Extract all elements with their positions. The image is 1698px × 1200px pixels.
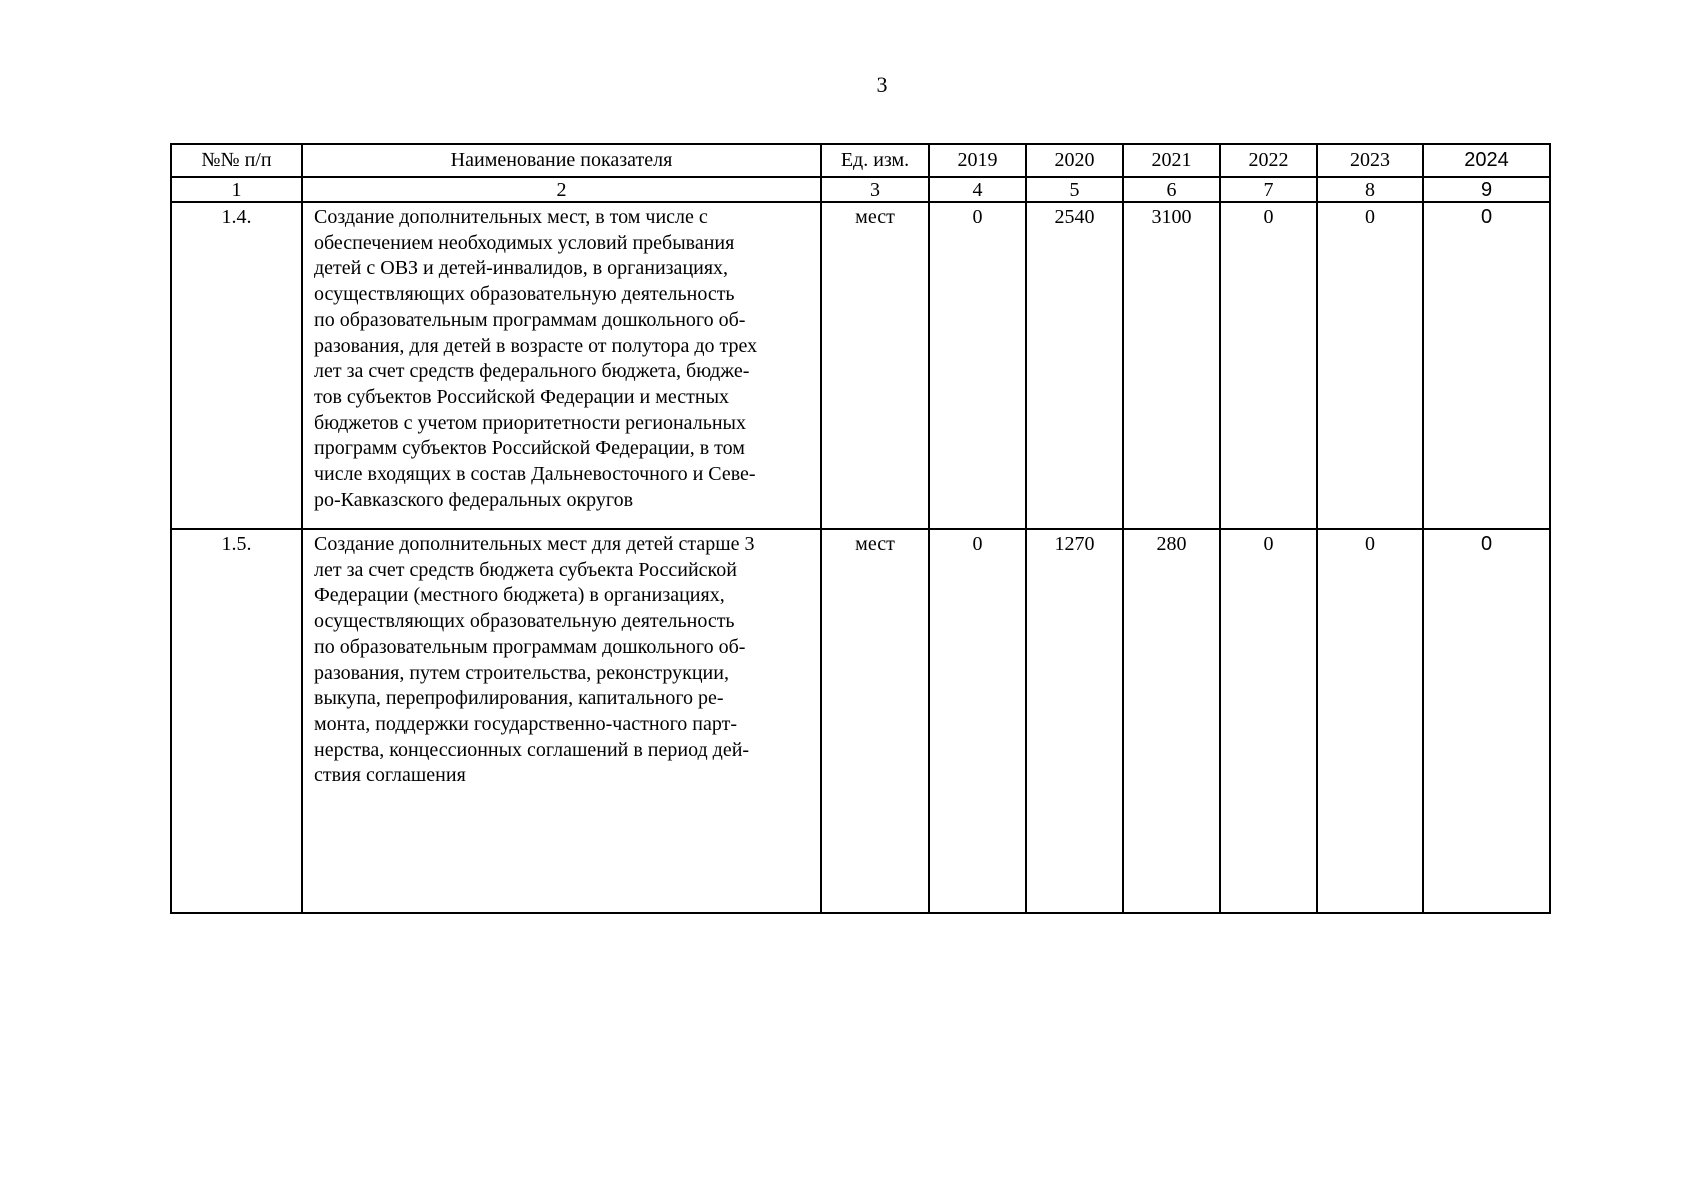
column-number: 1 [171, 177, 302, 202]
column-number: 5 [1026, 177, 1123, 202]
value-2023: 0 [1317, 529, 1423, 913]
indicator-name-line: бюджетов с учетом приоритетности региональных [314, 411, 746, 434]
column-number: 8 [1317, 177, 1423, 202]
indicator-name-line: разования, путем строительства, реконструкции, [314, 661, 729, 684]
value-2024: 0 [1423, 529, 1550, 913]
indicator-name-line: ро-Кавказского федеральных округов [314, 488, 634, 511]
header-cell-2024: 2024 [1423, 144, 1550, 177]
indicator-name-line: выкупа, перепрофилирования, капитального ре- [314, 687, 724, 710]
row-index: 1.5. [171, 529, 302, 913]
value-2021: 3100 [1123, 202, 1220, 529]
indicator-name-line: Федерации (местного бюджета) в организациях, [314, 584, 725, 607]
value-2022: 0 [1220, 202, 1317, 529]
column-number: 6 [1123, 177, 1220, 202]
column-number: 7 [1220, 177, 1317, 202]
page-number: 3 [876, 72, 888, 97]
indicator-name-line: лет за счет средств федерального бюджета, бюдже- [314, 360, 750, 383]
indicator-name-line: обеспечением необходимых условий пребывания [314, 231, 735, 254]
indicator-name-line: разования, для детей в возрасте от полутора до трех [314, 334, 758, 357]
value-2019: 0 [929, 202, 1026, 529]
value-2022: 0 [1220, 529, 1317, 913]
value-2024: 0 [1423, 202, 1550, 529]
indicator-name-line: числе входящих в состав Дальневосточного и Севе- [314, 463, 756, 486]
table-row [171, 202, 1550, 529]
indicator-name-line: осуществляющих образовательную деятельность [314, 610, 735, 633]
indicator-name-line: монта, поддержки государственно-частного парт- [314, 712, 737, 735]
header-cell-2019: 2019 [929, 144, 1026, 177]
row-index: 1.4. [171, 202, 302, 529]
column-number: 9 [1423, 177, 1550, 202]
indicator-name-line: ствия соглашения [314, 764, 466, 787]
indicator-name-line: по образовательным программам дошкольного об- [314, 308, 746, 331]
indicator-name-line: тов субъектов Российской Федерации и местных [314, 385, 730, 408]
indicator-name-line: детей с ОВЗ и детей-инвалидов, в организациях, [314, 257, 729, 280]
value-2021: 280 [1123, 529, 1220, 913]
indicator-name-line: по образовательным программам дошкольного об- [314, 635, 746, 658]
column-number: 2 [302, 177, 821, 202]
unit-cell: мест [821, 202, 929, 529]
value-2023: 0 [1317, 202, 1423, 529]
header-cell-2022: 2022 [1220, 144, 1317, 177]
value-2020: 1270 [1026, 529, 1123, 913]
column-number: 4 [929, 177, 1026, 202]
unit-cell: мест [821, 529, 929, 913]
indicator-name-line: Создание дополнительных мест для детей старше 3 [314, 533, 755, 555]
header-cell-2023: 2023 [1317, 144, 1423, 177]
header-row [171, 144, 1550, 177]
indicator-name-line: программ субъектов Российской Федерации, в том [314, 437, 745, 460]
value-2019: 0 [929, 529, 1026, 913]
header-cell-name: Наименование показателя [302, 144, 821, 177]
indicator-name-line: нерства, концессионных соглашений в период дей- [314, 738, 750, 761]
indicator-name-line: осуществляющих образовательную деятельность [314, 283, 735, 306]
indicator-name-line: лет за счет средств бюджета субъекта Российской [314, 558, 737, 581]
indicator-name [302, 529, 821, 913]
indicator-name-line: Создание дополнительных мест, в том числе с [314, 206, 708, 228]
value-2020: 2540 [1026, 202, 1123, 529]
header-cell-2020: 2020 [1026, 144, 1123, 177]
header-cell-unit: Ед. изм. [821, 144, 929, 177]
indicator-table [170, 143, 1551, 914]
column-number: 3 [821, 177, 929, 202]
column-number-row [171, 177, 1550, 202]
header-cell-index: №№ п/п [171, 144, 302, 177]
header-cell-2021: 2021 [1123, 144, 1220, 177]
table-row [171, 529, 1550, 913]
indicator-name [302, 202, 821, 529]
